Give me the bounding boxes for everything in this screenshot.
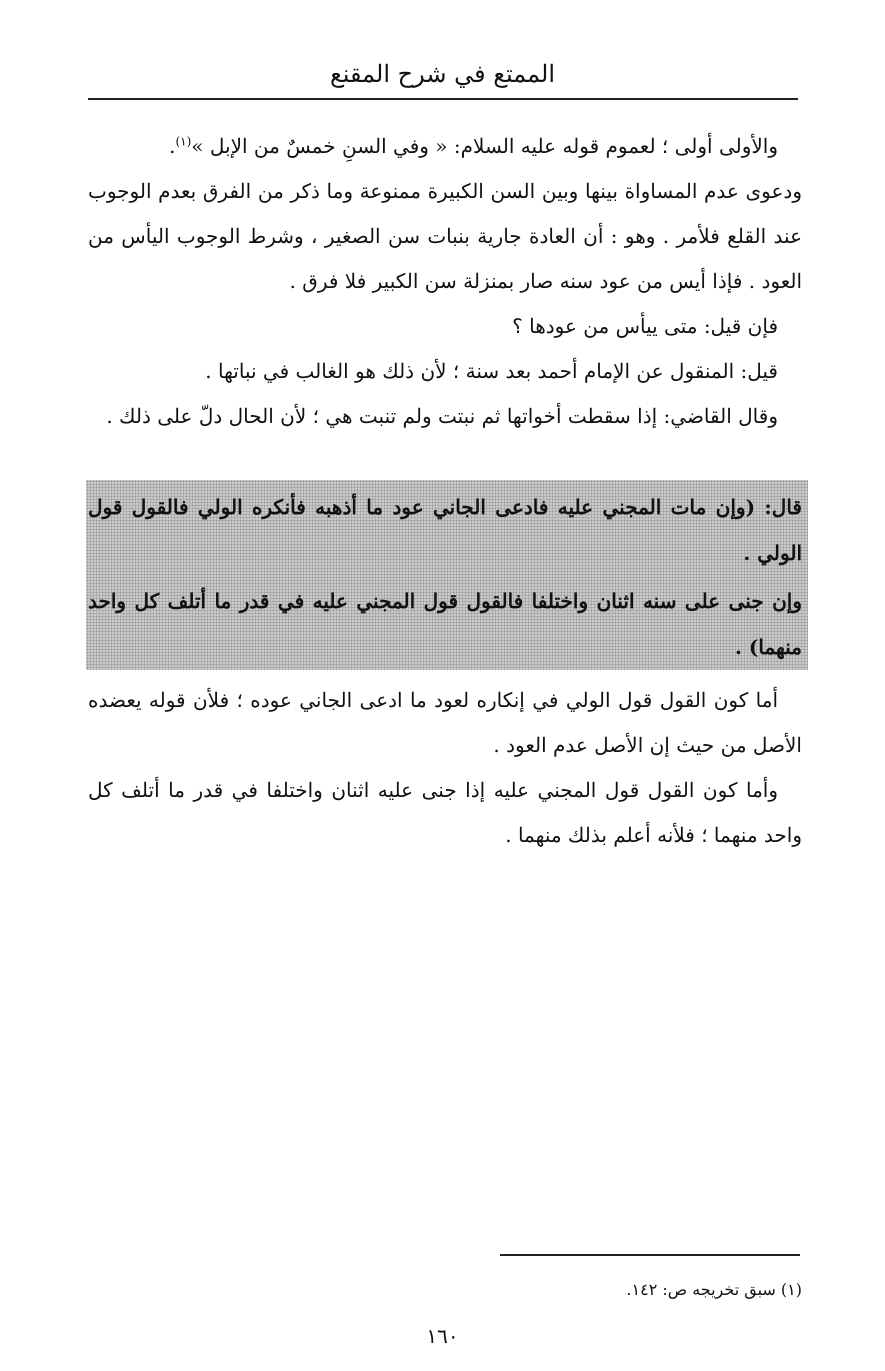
footnote: (١) سبق تخريجه ص: ١٤٢. <box>626 1280 802 1299</box>
commentary-paragraph-2: وأما كون القول قول المجني عليه إذا جنى عليه اثنان واختلفا في قدر ما أتلف كل واحد منهما ؛ فلأنه أعلم بذلك منهما . <box>88 778 802 847</box>
paragraph-1-text: والأولى أولى ؛ لعموم قوله عليه السلام: « وفي السنِ خمسٌ من الإبل » <box>191 134 778 158</box>
commentary-paragraph-1: أما كون القول قول الولي في إنكاره لعود ما ادعى الجاني عوده ؛ فلأن قوله يعضده الأصل من حيث إن الأصل عدم العود . <box>88 688 802 757</box>
paragraph-1 <box>88 124 802 169</box>
page-header-title: الممتع في شرح المقنع <box>330 60 555 88</box>
quote-paragraph-1: قال: (وإن مات المجني عليه فادعى الجاني عود ما أذهبه فأنكره الولي فالقول قول الولي . <box>88 495 802 565</box>
header-rule <box>88 98 798 100</box>
commentary-text-block <box>88 678 802 858</box>
paragraph-4: قيل: المنقول عن الإمام أحمد بعد سنة ؛ لأن ذلك هو الغالب في نباتها . <box>205 359 778 383</box>
main-text-block <box>88 124 802 439</box>
footnote-rule <box>500 1254 800 1256</box>
paragraph-1-end: . <box>169 134 176 158</box>
paragraph-3: فإن قيل: متى ييأس من عودها ؟ <box>512 314 778 338</box>
quoted-text-block <box>88 484 802 670</box>
paragraph-5: وقال القاضي: إذا سقطت أخواتها ثم نبتت ولم تنبت هي ؛ لأن الحال دلّ على ذلك . <box>106 404 778 428</box>
quote-paragraph-2: وإن جنى على سنه اثنان واختلفا فالقول قول المجني عليه في قدر ما أتلف كل واحد منهما) . <box>88 589 802 659</box>
footnote-reference: (١) <box>175 134 192 149</box>
paragraph-2: ودعوى عدم المساواة بينها وبين السن الكبيرة ممنوعة وما ذكر من الفرق بعدم الوجوب عند القلع فلأمر . وهو : أن العادة جارية بنبات سن الصغير ، وشرط الوجوب اليأس من العود . فإذا أيس من عود سنه صار بمنزلة سن الكبير فلا فرق . <box>88 179 802 293</box>
page-number: ١٦٠ <box>426 1324 459 1348</box>
